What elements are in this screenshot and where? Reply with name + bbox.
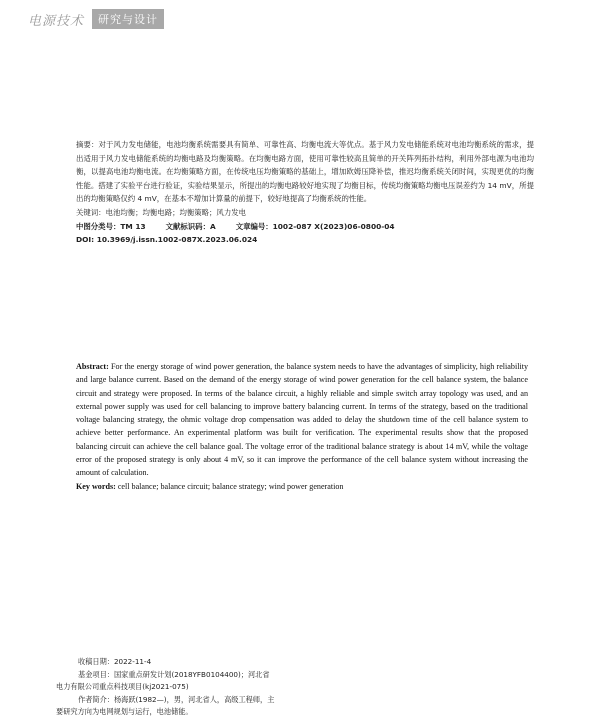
section-tag: 研究与设计 bbox=[92, 9, 164, 29]
chinese-abstract bbox=[76, 138, 534, 247]
fund-line-1: 基金项目：国家重点研发计划(2018YFB0104400)；河北省 bbox=[78, 669, 270, 679]
classification-line bbox=[76, 220, 534, 234]
keywords-label: Key words: bbox=[76, 481, 116, 491]
clc-number: 中图分类号：TM 13 bbox=[76, 221, 146, 231]
abstract-label: Abstract: bbox=[76, 362, 109, 371]
en-keywords-paragraph bbox=[76, 480, 528, 493]
en-abstract-text: For the energy storage of wind power generation, the balance system needs to have the advantages of simplicity, high reliability and large balance current. Based on the demand of the energy storage of wind power generation for the cell balance system, the balance circuit and strategy were proposed. In terms of the balance circuit, a highly reliable and simple switch array topology was used, and an external power supply was used for cell balancing to improve battery balancing current. In terms of the strategy, based on the traditional voltage balancing strategy, the ohmic voltage drop compensation was added to delay the shutdown time of the cell balance system to achieve better performance. An experimental platform was built for verification. The experimental results show that the proposed balancing circuit can achieve the cell balance goal. The voltage error of the traditional balance strategy is about 14 mV, while the voltage error of the proposed strategy is only about 4 mV, so it can improve the performance of the cell balance system without increasing the amount of calculation. bbox=[76, 362, 528, 478]
footnote bbox=[56, 656, 316, 719]
author-line-2: 要研究方向为电网规划与运行，电池储能。 bbox=[56, 707, 193, 717]
document-code: 文献标识码：A bbox=[165, 221, 216, 231]
cn-abstract-text: 摘要：对于风力发电储能，电池均衡系统需要具有简单、可靠性高、均衡电流大等优点。基于风力发电储能系统对电池均衡系统的需求，提出适用于风力发电储能系统的均衡电路及均衡策略。在均衡电路方面，使用可靠性较高且简单的开关阵列拓扑结构，利用外部电源为电池均衡，以提高电池均衡电流。在均衡策略方面，在传统电压均衡策略的基础上，增加欧姆压降补偿，推迟均衡系统关闭时间，实现更优的均衡性能。搭建了实验平台进行验证，实验结果显示，所提出的均衡电路较好地实现了均衡目标，传统均衡策略均衡电压误差约为 14 mV，所提出的均衡策略仅约 4 mV，在基本不增加计算量的前提下，较好地提高了均衡系统的性能。 bbox=[76, 140, 534, 204]
english-abstract bbox=[76, 360, 528, 493]
en-keywords: cell balance; balance circuit; balance strategy; wind power generation bbox=[115, 481, 344, 491]
journal-header bbox=[28, 8, 164, 30]
author-line-1: 作者简介：杨海跃(1982—)，男，河北省人，高级工程师，主 bbox=[78, 694, 275, 704]
cn-keywords: 关键词：电池均衡；均衡电路；均衡策略；风力发电 bbox=[76, 207, 246, 217]
en-abstract-paragraph bbox=[76, 360, 528, 480]
article-number: 文章编号：1002-087 X(2023)06-0800-04 bbox=[235, 221, 395, 231]
doi: DOI: 10.3969/j.issn.1002-087X.2023.06.024 bbox=[76, 235, 258, 245]
journal-name: 电源技术 bbox=[28, 13, 85, 29]
fund-line-2: 电力有限公司重点科技项目(kj2021-075) bbox=[56, 682, 189, 692]
received-date: 收稿日期：2022-11-4 bbox=[78, 657, 152, 666]
